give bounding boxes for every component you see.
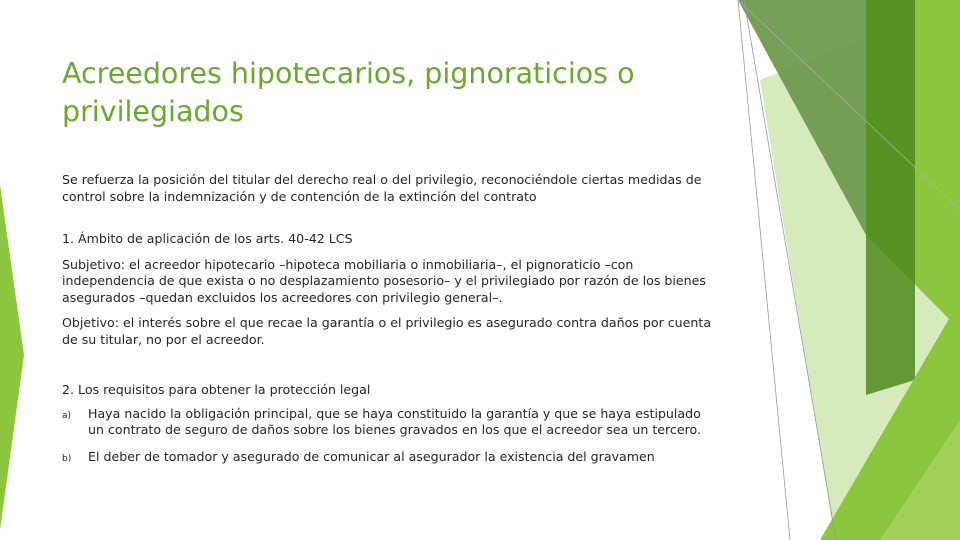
slide-body bbox=[62, 172, 712, 477]
subjective-paragraph: Subjetivo: el acreedor hipotecario –hipoteca mobiliaria o inmobiliaria–, el pignoraticio –con independencia de que exista o no desplazamiento posesorio– y el privilegiado por razón de los bienes asegurados –quedan excluidos los acreedores con privilegio general–. bbox=[62, 256, 706, 305]
list-item bbox=[62, 449, 712, 468]
intro-paragraph: Se refuerza la posición del titular del derecho real o del privilegio, reconociéndole ciertas medidas de control sobre la indemnización y de contención de la extinción del contrato bbox=[62, 172, 702, 204]
list-item-text: Haya nacido la obligación principal, que se haya constituido la garantía y que se haya estipulado un contrato de seguro de daños sobre los bienes gravados en los que el acreedor sea un tercero. bbox=[88, 405, 701, 437]
left-edge-wedge bbox=[0, 185, 24, 530]
section-2-heading: 2. Los requisitos para obtener la protección legal bbox=[62, 382, 371, 397]
right-dark-green-band bbox=[866, 0, 915, 395]
list-item-marker: a) bbox=[62, 410, 72, 421]
section-1-heading: 1. Ámbito de aplicación de los arts. 40-42 LCS bbox=[62, 231, 353, 246]
list-item bbox=[62, 406, 712, 439]
objective-paragraph: Objetivo: el interés sobre el que recae la garantía o el privilegio es asegurado contra daños por cuenta de su titular, no por el acreedor. bbox=[62, 315, 712, 347]
list-item-marker: b) bbox=[62, 453, 72, 464]
list-item-text: El deber de tomador y asegurado de comunicar al asegurador la existencia del gravamen bbox=[88, 448, 655, 464]
slide-title: Acreedores hipotecarios, pignoraticios o privilegiados bbox=[62, 57, 635, 128]
requirements-list bbox=[62, 406, 712, 468]
